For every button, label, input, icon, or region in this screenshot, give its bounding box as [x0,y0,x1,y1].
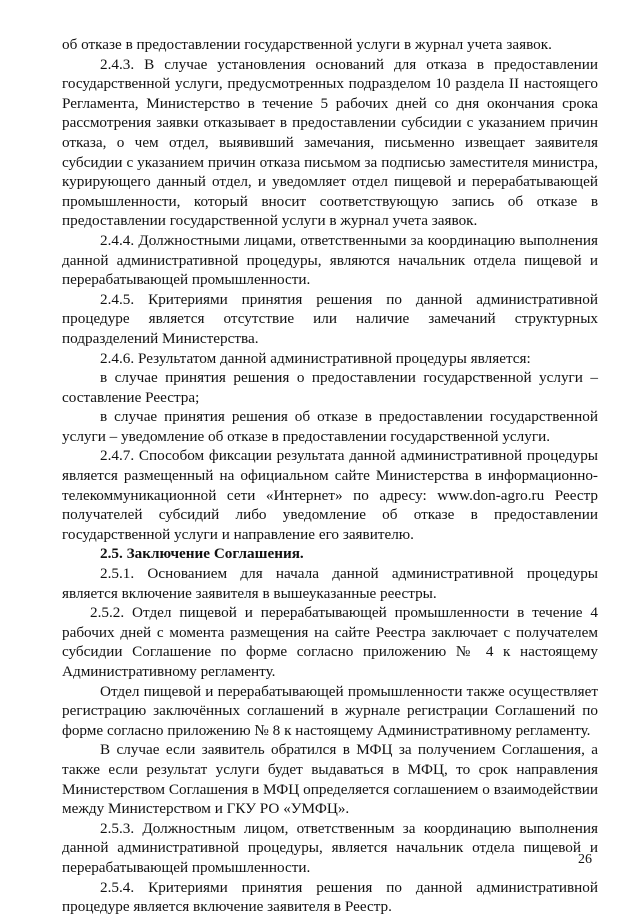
paragraph-2-5-3: 2.5.3. Должностным лицом, ответственным за координацию выполнения данной административной процедуры, является начальник отдела пищевой и перерабатывающей промышленности. [62,819,598,876]
section-heading-2-5: 2.5. Заключение Соглашения. [100,545,304,563]
paragraph-2-5-4: 2.5.4. Критериями принятия решения по данной административной процедуре является включение заявителя в Реестр. [62,878,598,916]
paragraph-result-refusal: в случае принятия решения об отказе в предоставлении государственной услуги – уведомление об отказе в предоставлении государственной услуги. [62,408,598,445]
paragraph-2-5-1: 2.5.1. Основанием для начала данной административной процедуры является включение заявителя в вышеуказанные реестры. [62,565,598,602]
paragraph-2-4-3: 2.4.3. В случае установления оснований для отказа в предоставлении государственной услуги, предусмотренных подразделом 10 раздела II настоящего Регламента, Министерство в течение 5 рабочих дней со дня окончания срока рассмотрения заявки отказывает в предоставлении субсидии с указанием причин отказа, о чем отдел, выявивший замечания, письменно извещает заявителя субсидии с указанием причин отказа письмом за подписью заместителя министра, курирующего данный отдел, и уведомляет отдел пищевой и перерабатывающей промышленности, который вносит соответствующую запись об отказе в предоставлении государственной услуги в журнал учета заявок. [62,55,598,230]
paragraph-2-4-6: 2.4.6. Результатом данной административной процедуры является: [100,349,531,367]
paragraph-continuation: об отказе в предоставлении государственной услуги в журнал учета заявок. [62,36,552,53]
page-number: 26 [578,852,592,867]
paragraph-registration: Отдел пищевой и перерабатывающей промышленности также осуществляет регистрацию заключённых соглашений в журнале регистрации Соглашений по форме согласно приложению № 8 к настоящему Административному регламенту. [62,682,598,739]
paragraph-2-5-2: 2.5.2. Отдел пищевой и перерабатывающей промышленности в течение 4 рабочих дней с момента размещения на сайте Реестра заключает с получателем субсидии Соглашение по форме согласно приложению № 4 к настоящему Административному регламенту. [62,604,598,680]
paragraph-2-4-7: 2.4.7. Способом фиксации результата данной административной процедуры является размещенный на официальном сайте Министерства в информационно-телекоммуникационной сети «Интернет» по адресу: www.don-agro.ru Реестр получателей субсидий либо уведомление об отказе в предоставлении государственной услуги и направление его заявителю. [62,447,598,543]
paragraph-2-4-4: 2.4.4. Должностными лицами, ответственными за координацию выполнения данной административной процедуры, являются начальник отдела пищевой и перерабатывающей промышленности. [62,231,598,289]
paragraph-result-grant: в случае принятия решения о предоставлении государственной услуги – составление Реестра; [62,369,598,406]
document-body [62,35,598,917]
paragraph-mfc: В случае если заявитель обратился в МФЦ за получением Соглашения, а также если результат услуги будет выдаваться в МФЦ, то срок направления Министерством Соглашения в МФЦ определяется соглашением о взаимодействии между Министерством и ГКУ РО «УМФЦ». [62,741,598,818]
paragraph-2-4-5: 2.4.5. Критериями принятия решения по данной административной процедуре является отсутствие или наличие замечаний структурных подразделений Министерства. [62,290,598,347]
